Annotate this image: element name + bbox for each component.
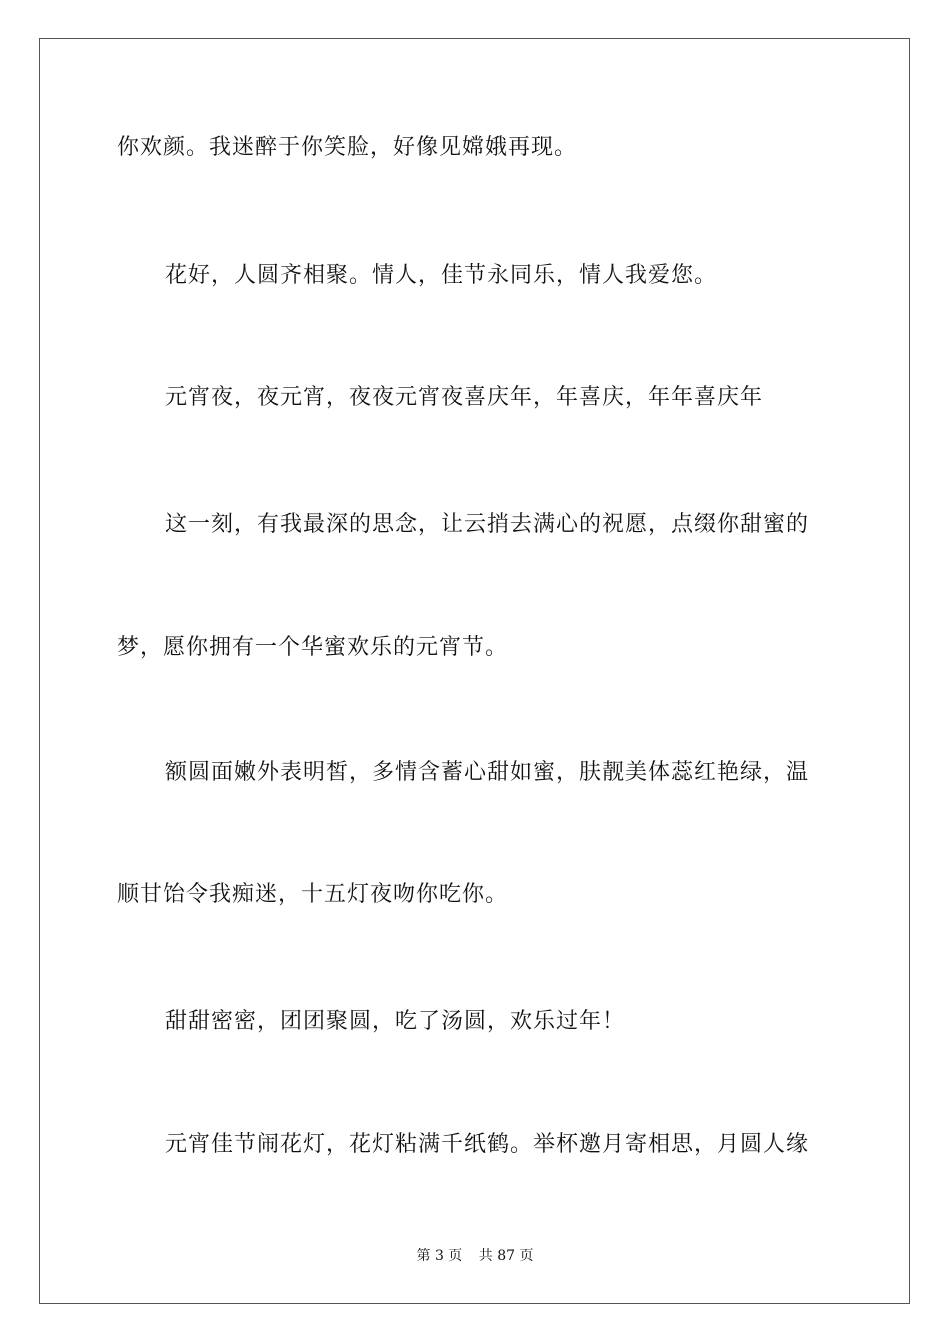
text-line-5: 梦，愿你拥有一个华蜜欢乐的元宵节。 xyxy=(117,635,509,660)
page-border xyxy=(39,38,910,1304)
text-line-4: 这一刻，有我最深的思念，让云捎去满心的祝愿，点缀你甜蜜的 xyxy=(165,512,810,537)
page-footer xyxy=(0,1246,950,1266)
total-pages: 共 87 页 xyxy=(478,1248,534,1264)
text-line-2: 花好，人圆齐相聚。情人，佳节永同乐，情人我爱您。 xyxy=(165,263,718,288)
text-line-6: 额圆面嫩外表明皙，多情含蓄心甜如蜜，肤靓美体蕊红艳绿，温 xyxy=(165,760,810,785)
page-number: 第 3 页 xyxy=(416,1248,463,1264)
text-line-7: 顺甘饴令我痴迷，十五灯夜吻你吃你。 xyxy=(117,882,509,907)
text-line-9: 元宵佳节闹花灯，花灯粘满千纸鹤。举杯邀月寄相思，月圆人缘 xyxy=(165,1132,810,1157)
text-line-1: 你欢颜。我迷醉于你笑脸，好像见嫦娥再现。 xyxy=(117,135,578,160)
text-line-8: 甜甜密密，团团聚圆，吃了汤圆，欢乐过年！ xyxy=(165,1009,626,1034)
text-line-3: 元宵夜，夜元宵，夜夜元宵夜喜庆年，年喜庆，年年喜庆年 xyxy=(165,385,764,410)
